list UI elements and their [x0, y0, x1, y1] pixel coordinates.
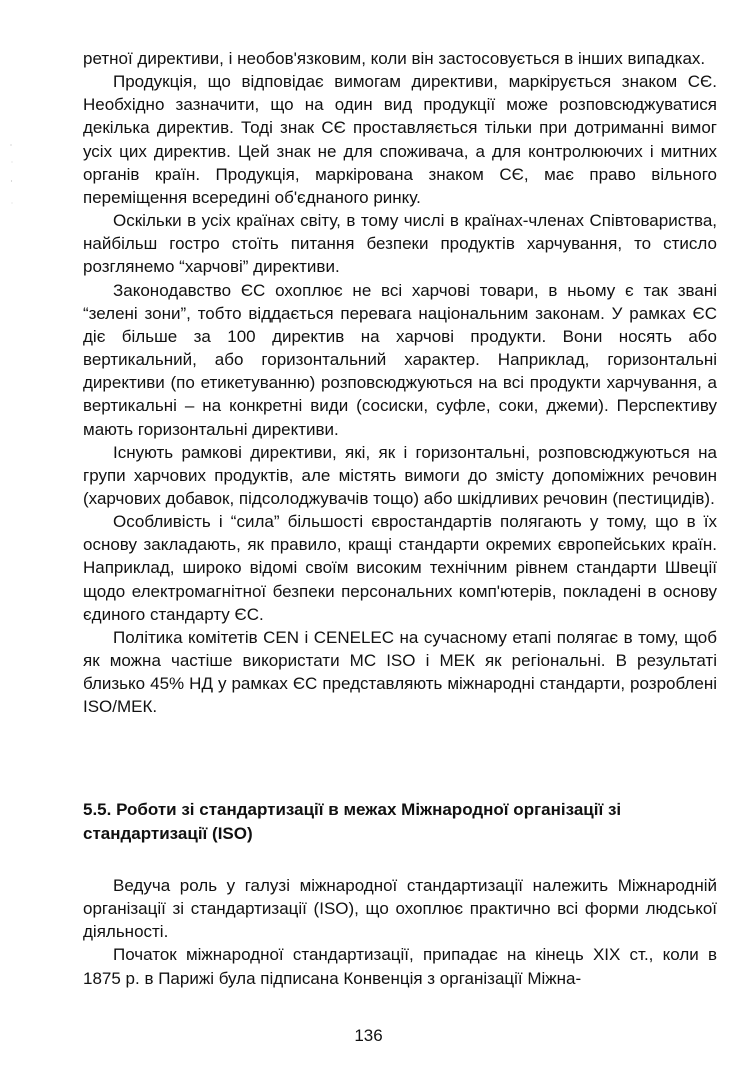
paragraph: Законодавство ЄС охоплює не всі харчові товари, в ньому є так звані “зелені зони”, тобто віддається перевага національним законам. У рамках ЄС діє більше за 100 директив на харчові продукти. Вони носять або вертикальний, або горизонтальний характер. Наприклад, горизонтальні директиви (по етикетуванню) розповсюджуються на всі продукти харчування, а вертикальні – на конкретні види (сосиски, суфле, соки, джеми). Перспективу мають горизонтальні директиви.: [83, 280, 717, 439]
paragraph: Початок міжнародної стандартизації, припадає на кінець XIX ст., коли в 1875 р. в Парижі була підписана Конвенція з організації Міжна-: [83, 945, 717, 988]
page-number: 136: [354, 1026, 383, 1045]
section-heading: 5.5. Роботи зі стандартизації в межах Міжнародної організації зі стандартизації (ISO): [83, 800, 622, 843]
paragraph: Особливість і “сила” більшості євростандартів полягають у тому, що в їх основу закладають, як правило, кращі стандарти окремих європейських країн. Наприклад, широко відомі своїм високим технічним рівнем стандарти Швеції щодо електромагнітної безпеки персональних комп'ютерів, покладені в основу єдиного стандарту ЄС.: [83, 512, 717, 624]
paragraph: Продукція, що відповідає вимогам директиви, маркірується знаком СЄ. Необхідно зазначити, що на один вид продукції може розповсюджуватися декілька директив. Тоді знак СЄ проставляється тільки при дотриманні вимог усіх цих директив. Цей знак не для споживача, а для контролюючих і митних органів країн. Продукція, маркірована знаком СЄ, має право вільного переміщення всередині об'єднаного ринку.: [83, 72, 717, 207]
paragraph: Існують рамкові директиви, які, як і горизонтальні, розповсюджуються на групи харчових продуктів, але містять вимоги до змісту допоміжних речовин (харчових добавок, підсолоджувачів тощо) або шкідливих речовин (пестицидів).: [83, 442, 717, 508]
paragraph: Оскільки в усіх країнах світу, в тому числі в країнах-членах Співтовариства, найбільш гостро стоїть питання безпеки продуктів харчування, то стисло розглянемо “харчові” директиви.: [83, 211, 717, 277]
binding-marks: [10, 140, 14, 220]
paragraph: Політика комітетів CEN і CENELEC на сучасному етапі полягає в тому, щоб як можна частіше використати МС ISO і МЕК як регіональні. В результаті близько 45% НД у рамках ЄС представляють міжнародні стандарти, розроблені ISO/МЕК.: [83, 627, 717, 717]
paragraph: ретної директиви, і необов'язковим, коли він застосовується в інших випадках.: [83, 49, 706, 68]
body-text-top: [83, 47, 717, 719]
body-text-section: [83, 874, 717, 990]
paragraph: Ведуча роль у галузі міжнародної стандартизації належить Міжнародній організації зі стандартизації (ISO), що охоплює практично всі форми людської діяльності.: [83, 876, 717, 942]
